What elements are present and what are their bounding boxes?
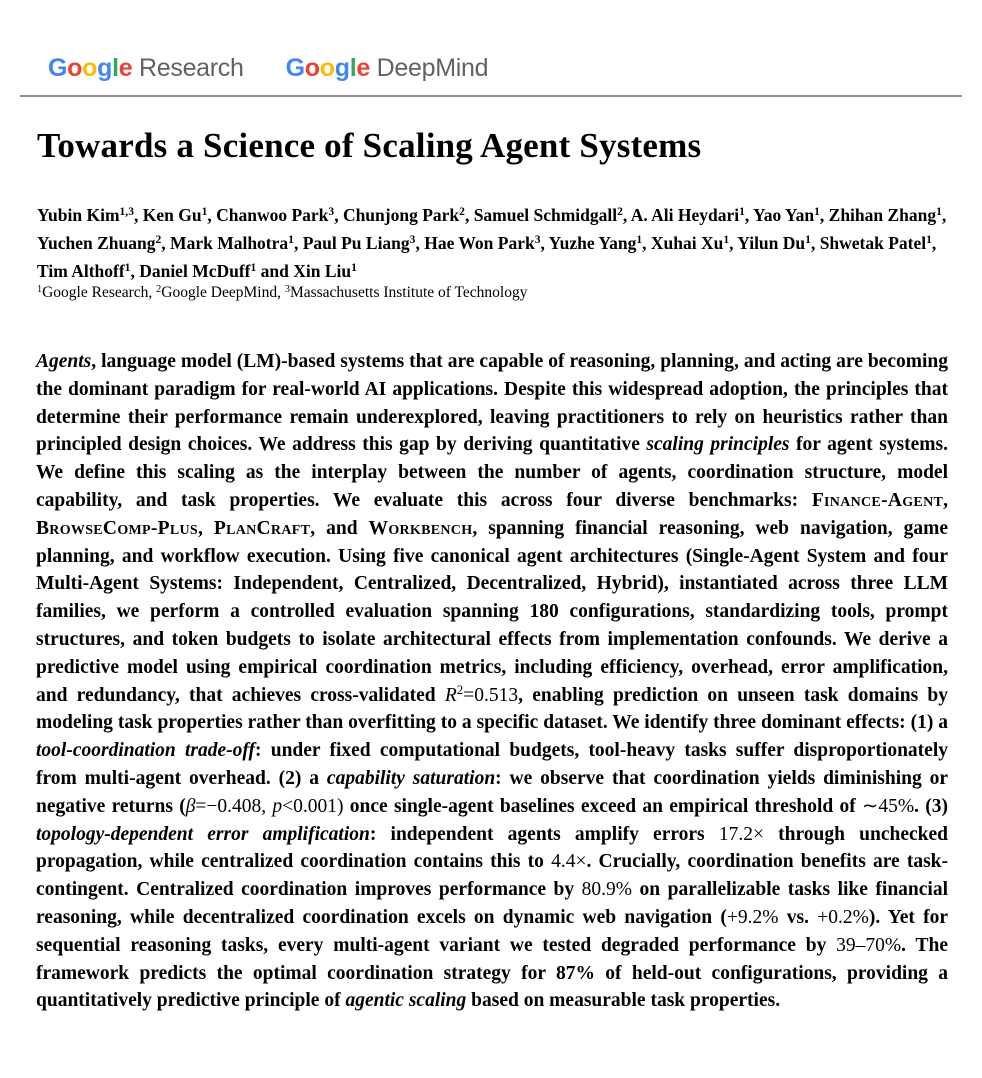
paper-title: Towards a Science of Scaling Agent Systems bbox=[37, 126, 702, 165]
google-deepmind-logo: Google DeepMind bbox=[285, 54, 489, 82]
author-list: Yubin Kim$^{1,3}$, Ken Gu$^1$, Chanwoo Park$^3$, Chunjong Park$^2$, Samuel Schmidgall$^2$, A. Ali Heydari$^1$, Yao Yan$^1$, Zhihan Zhang$^1$, Yuchen Zhuang$^2$, Mark Malhotra$^1$, Paul Pu Liang$^3$, Hae Won Park$^3$, Yuzhe Yang$^1$, Xuhai Xu$^1$, Yilun Du$^1$, Shwetak Patel$^1$, Tim Althoff$^1$, Daniel McDuff$^1$ and Xin Liu$^1$ bbox=[37, 205, 947, 281]
affiliations-line: $^1$Google Research, $^2$Google DeepMind, $^3$Massachusetts Institute of Technology bbox=[37, 283, 528, 301]
abstract-text: Agents, language model (LM)-based systems that are capable of reasoning, planning, and acting are becoming the dominant paradigm for real-world AI applications. Despite this widespread adoption, the principles that determine their performance remain underexplored, leaving practitioners to rely on heuristics rather than principled design choices. We address this gap by deriving quantitative scaling principles for agent systems. We define this scaling as the interplay between the number of agents, coordination structure, model capability, and task properties. We evaluate this across four diverse benchmarks: Finance-Agent, BrowseComp-Plus, PlanCraft, and Workbench, spanning financial reasoning, web navigation, game planning, and workflow execution. Using five canonical agent architectures (Single-Agent System and four Multi-Agent Systems: Independent, Centralized, Decentralized, Hybrid), instantiated across three LLM families, we perform a controlled evaluation spanning 180 configurations, standardizing tools, prompt structures, and token budgets to isolate architectural effects from implementation confounds. We derive a predictive model using empirical coordination metrics, including efficiency, overhead, error amplification, and redundancy, that achieves cross-validated $R^2=0.513$, enabling prediction on unseen task domains by modeling task properties rather than overfitting to a specific dataset. We identify three dominant effects: (1) a tool-coordination trade-off: under fixed computational budgets, tool-heavy tasks suffer disproportionately from multi-agent overhead. (2) a capability saturation: we observe that coordination yields diminishing or negative returns (β=−0.408, p<0.001) once single-agent baselines exceed an empirical threshold of ∼45%. (3) topology-dependent error amplification: independent agents amplify errors 17.2× through unchecked propagation, while centralized coordination contains this to 4.4×. Crucially, coordination benefits are task-contingent. Centralized coordination improves performance by 80.9% on parallelizable tasks like financial reasoning, while decentralized coordination excels on dynamic web navigation (+9.2% vs. +0.2%). Yet for sequential reasoning tasks, every multi-agent variant we tested degraded performance by 39–70%. The framework predicts the optimal coordination strategy for 87% of held-out configurations, providing a quantitatively predictive principle of agentic scaling based on measurable task properties. bbox=[36, 351, 949, 1012]
logo-bar bbox=[48, 54, 488, 83]
google-research-logo: Google Research bbox=[48, 54, 244, 82]
header-divider bbox=[20, 95, 962, 97]
